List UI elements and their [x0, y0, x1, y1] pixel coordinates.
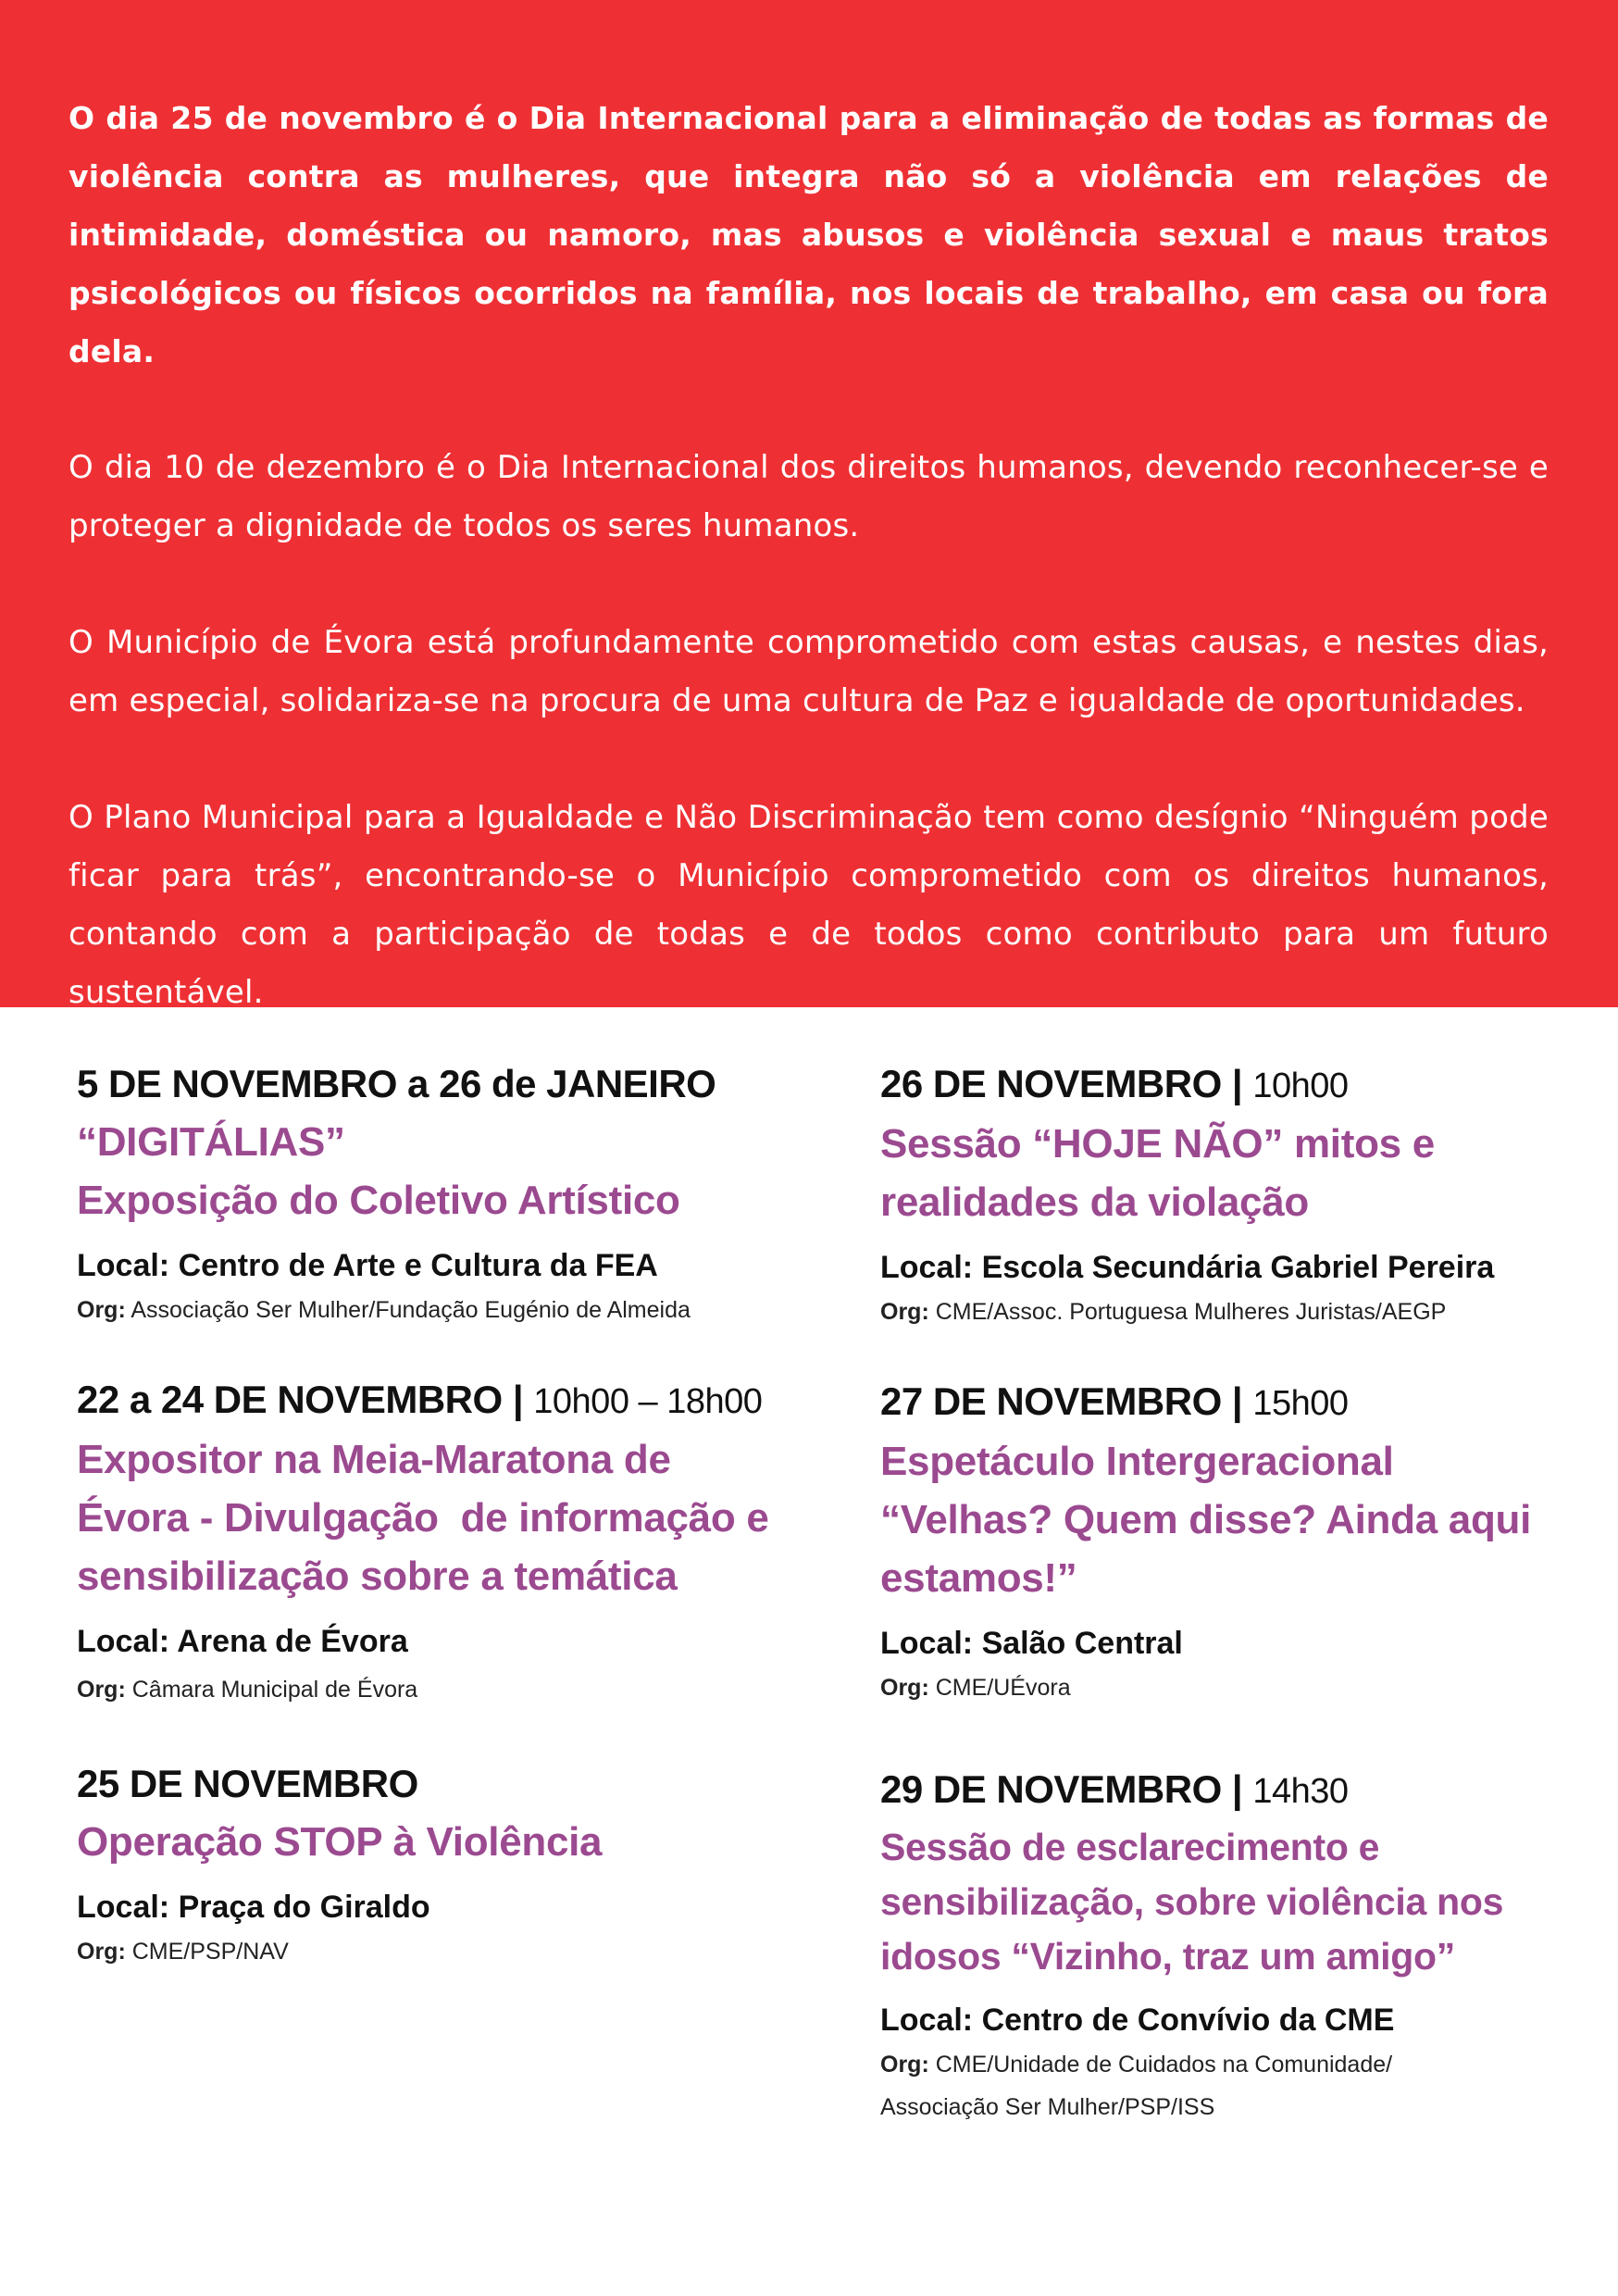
event-organizer-continued: Associação Ser Mulher/PSP/ISS — [880, 2094, 1215, 2120]
date-separator: | — [1231, 1379, 1243, 1423]
event-operacao-stop — [77, 1755, 836, 1973]
event-organizer — [77, 1289, 836, 1331]
event-location: Local: Escola Secundária Gabriel Pereira — [880, 1250, 1495, 1285]
event-location: Local: Praça do Giraldo — [77, 1890, 430, 1925]
event-title-line: Exposição do Coletivo Artístico — [77, 1178, 680, 1223]
intro-paragraph-4: O Plano Municipal para a Igualdade e Não Discriminação tem como desígnio “Ninguém pode ficar para trás”, encontrando-se o Município comprometido com os direitos humanos, contando com a participação de todas e de todos como contributo para um futuro sustentável. — [68, 799, 1549, 1011]
org-text: CME/UÉvora — [935, 1675, 1071, 1701]
event-date — [77, 1755, 836, 1813]
org-label: Org: — [77, 1939, 126, 1965]
event-date-text: 22 a 24 DE NOVEMBRO — [77, 1378, 503, 1421]
event-date — [77, 1371, 836, 1430]
event-hoje-nao — [880, 1055, 1565, 1333]
intro-paragraph-2: O dia 10 de dezembro é o Dia Internacional dos direitos humanos, devendo reconhecer-se e proteger a dignidade de todos os seres humanos. — [68, 449, 1549, 544]
event-title-line: idosos “Vizinho, traz um amigo” — [880, 1935, 1455, 1978]
event-title-line: Expositor na Meia-Maratona de — [77, 1437, 671, 1482]
event-title-line: Sessão “HOJE NÃO” mitos e — [880, 1121, 1435, 1167]
event-time: 14h30 — [1252, 1772, 1349, 1811]
event-digitalias — [77, 1055, 836, 1331]
org-label: Org: — [880, 2052, 929, 2078]
event-title-line: Sessão de esclarecimento e — [880, 1826, 1380, 1868]
event-time: 10h00 — [1252, 1067, 1349, 1105]
event-location: Local: Salão Central — [880, 1626, 1183, 1661]
event-title-line: Évora - Divulgação de informação e — [77, 1495, 769, 1541]
org-label: Org: — [77, 1297, 126, 1323]
event-location: Local: Centro de Convívio da CME — [880, 2003, 1395, 2038]
events-column-right — [880, 1055, 1565, 2128]
date-separator: | — [512, 1378, 524, 1421]
event-title — [880, 1115, 1565, 1231]
event-title-line: “DIGITÁLIAS” — [77, 1119, 345, 1165]
date-separator: | — [1231, 1767, 1243, 1811]
event-date-text: 26 DE NOVEMBRO — [880, 1062, 1222, 1105]
org-label: Org: — [880, 1299, 929, 1325]
org-text: Associação Ser Mulher/Fundação Eugénio de Almeida — [131, 1297, 691, 1323]
event-date-text: 5 DE NOVEMBRO a 26 de JANEIRO — [77, 1062, 716, 1105]
event-date-text: 27 DE NOVEMBRO — [880, 1379, 1222, 1423]
event-title-line: “Velhas? Quem disse? Ainda aqui — [880, 1497, 1532, 1542]
event-title-line: realidades da violação — [880, 1179, 1309, 1225]
event-title-line: Espetáculo Intergeracional — [880, 1439, 1394, 1484]
event-date — [880, 1055, 1565, 1115]
event-vizinho — [880, 1761, 1565, 2128]
intro-paragraph-3: O Município de Évora está profundamente comprometido com estas causas, e nestes dias, em especial, solidariza-se na procura de uma cultura de Paz e igualdade de oportunidades. — [68, 624, 1549, 719]
date-separator: | — [1231, 1062, 1243, 1105]
org-label: Org: — [77, 1677, 126, 1703]
event-organizer — [77, 1930, 836, 1973]
event-organizer — [880, 1666, 1565, 1709]
intro-panel — [0, 0, 1618, 1011]
event-date — [880, 1373, 1565, 1432]
event-date-text: 25 DE NOVEMBRO — [77, 1762, 418, 1805]
event-title — [77, 1430, 836, 1605]
event-location: Local: Arena de Évora — [77, 1624, 408, 1659]
intro-paragraph-1: O dia 25 de novembro é o Dia Internacional para a eliminação de todas as formas de violência contra as mulheres, que integra não só a violência em relações de intimidade, doméstica ou namoro, mas abusos e violência sexual e maus tratos psicológicos ou físicos ocorridos na família, nos locais de trabalho, em casa ou fora dela. — [68, 100, 1549, 369]
event-title-line: Operação STOP à Violência — [77, 1819, 603, 1865]
event-title — [77, 1813, 836, 1871]
event-time: 15h00 — [1252, 1384, 1349, 1423]
org-text: CME/Unidade de Cuidados na Comunidade/ — [935, 2052, 1393, 2078]
events-column-left — [77, 1055, 836, 1973]
event-title — [880, 1820, 1565, 1984]
event-title — [880, 1432, 1565, 1607]
event-organizer — [880, 2043, 1565, 2086]
event-espetaculo — [880, 1373, 1565, 1709]
org-text: CME/PSP/NAV — [131, 1939, 289, 1965]
org-text: Câmara Municipal de Évora — [131, 1677, 418, 1703]
event-location: Local: Centro de Arte e Cultura da FEA — [77, 1248, 658, 1283]
event-title-line: sensibilização, sobre violência nos — [880, 1880, 1504, 1923]
event-organizer — [880, 1291, 1565, 1333]
event-title-line: sensibilização sobre a temática — [77, 1554, 678, 1599]
event-date — [77, 1055, 836, 1113]
event-title — [77, 1113, 836, 1229]
event-date — [880, 1761, 1565, 1820]
event-organizer — [77, 1668, 836, 1711]
event-meia-maratona — [77, 1371, 836, 1711]
event-title-line: estamos!” — [880, 1555, 1077, 1601]
org-text: CME/Assoc. Portuguesa Mulheres Juristas/AEGP — [935, 1299, 1447, 1325]
event-date-text: 29 DE NOVEMBRO — [880, 1767, 1222, 1811]
org-label: Org: — [880, 1675, 929, 1701]
event-time: 10h00 – 18h00 — [533, 1382, 763, 1421]
